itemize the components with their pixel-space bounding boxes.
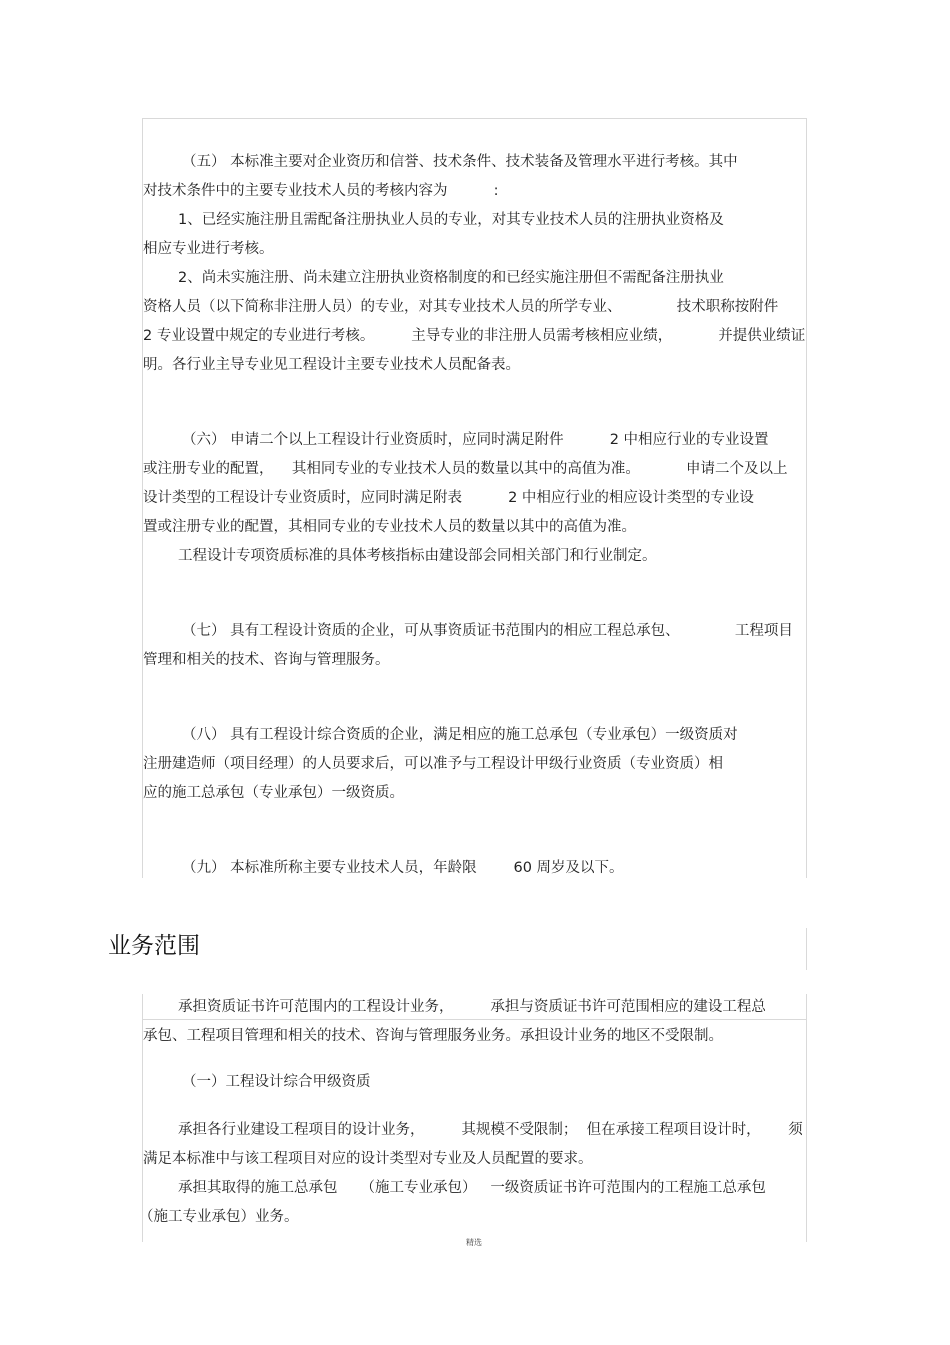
page-footer-label: 精选 [466,1238,482,1247]
business-scope-line-1: 承担资质证书许可范围内的工程设计业务， 承担与资质证书许可范围相应的建设工程总 [178,999,766,1015]
section-5-line-1: （五） 本标准主要对企业资历和信誉、技术条件、技术装备及管理水平进行考核。其中 [182,154,738,170]
business-scope-line-5: 承担其取得的施工总承包 （施工专业承包） 一级资质证书许可范围内的工程施工总承包 [178,1180,766,1196]
section-6-line-2: 或注册专业的配置， 其相同专业的专业技术人员的数量以其中的高值为准。 申请二个及以上 [143,461,788,477]
section-5-line-2: 对技术条件中的主要专业技术人员的考核内容为 : [143,183,499,199]
section-7-line-1: （七） 具有工程设计资质的企业，可从事资质证书范围内的相应工程总承包、 工程项目 [182,623,793,639]
section-5-line-8: 明。各行业主导专业见工程设计主要专业技术人员配备表。 [143,357,520,373]
frame-top-line [142,118,807,119]
section-5-line-6: 资格人员（以下简称非注册人员）的专业，对其专业技术人员的所学专业、 技术职称按附件 [143,299,779,315]
frame-right-line-lower [806,994,807,1242]
section-8-line-1: （八） 具有工程设计综合资质的企业，满足相应的施工总承包（专业承包）一级资质对 [182,727,738,743]
business-scope-line-3: 承担各行业建设工程项目的设计业务， 其规模不受限制； 但在承接工程项目设计时， 须 [178,1122,803,1138]
business-scope-subheading: （一）工程设计综合甲级资质 [182,1074,371,1090]
section-6-line-3: 设计类型的工程设计专业资质时，应同时满足附表 2 中相应行业的相应设计类型的专业设 [143,490,754,506]
section-8-line-2: 注册建造师（项目经理）的人员要求后，可以准予与工程设计甲级行业资质（专业资质）相 [143,756,723,772]
frame-right-line-heading [806,928,807,970]
business-scope-line-4: 满足本标准中与该工程项目对应的设计类型对专业及人员配置的要求。 [143,1151,593,1167]
business-scope-line-2: 承包、工程项目管理和相关的技术、咨询与管理服务业务。承担设计业务的地区不受限制。 [143,1028,723,1044]
frame-right-line-upper [806,118,807,878]
section-6-line-5: 工程设计专项资质标准的具体考核指标由建设部会同相关部门和行业制定。 [178,548,657,564]
frame-divider-line [142,1019,807,1020]
section-8-line-3: 应的施工总承包（专业承包）一级资质。 [143,785,404,801]
business-scope-line-6: （施工专业承包）业务。 [139,1209,299,1225]
section-7-line-2: 管理和相关的技术、咨询与管理服务。 [143,652,390,668]
section-5-line-4: 相应专业进行考核。 [143,241,274,257]
section-5-line-3: 1、已经实施注册且需配备注册执业人员的专业，对其专业技术人员的注册执业资格及 [178,212,724,228]
section-6-line-1: （六） 申请二个以上工程设计行业资质时，应同时满足附件 2 中相应行业的专业设置 [182,432,769,448]
section-5-line-5: 2、尚未实施注册、尚未建立注册执业资格制度的和已经实施注册但不需配备注册执业 [178,270,724,286]
section-6-line-4: 置或注册专业的配置，其相同专业的专业技术人员的数量以其中的高值为准。 [143,519,636,535]
section-5-line-7: 2 专业设置中规定的专业进行考核。 主导专业的非注册人员需考核相应业绩， 并提供业绩证 [143,328,806,344]
business-scope-heading: 业务范围 [108,933,200,959]
section-9-line-1: （九） 本标准所称主要专业技术人员，年龄限 60 周岁及以下。 [182,860,624,876]
